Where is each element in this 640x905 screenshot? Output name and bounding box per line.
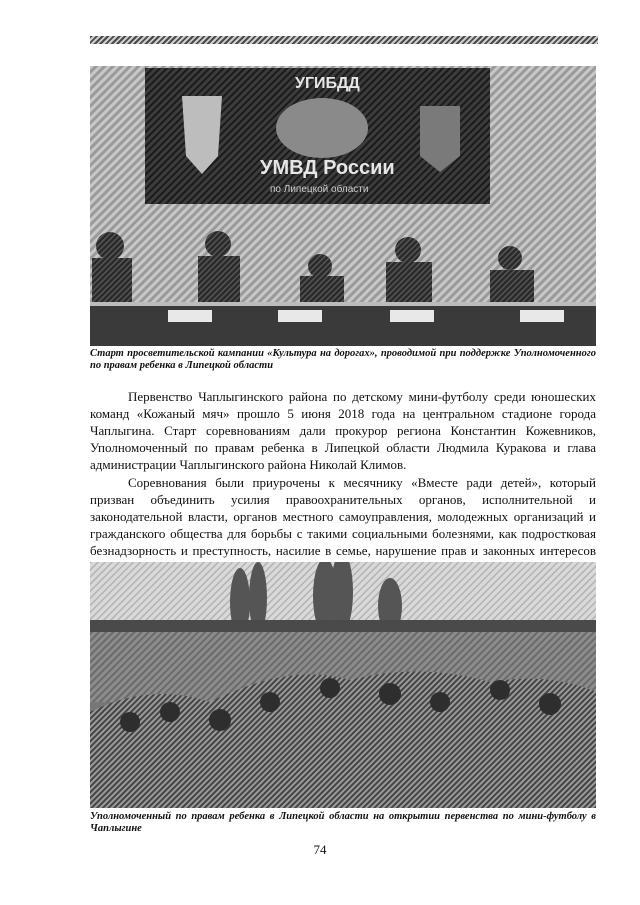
stadium-photo-illustration bbox=[90, 562, 596, 808]
banner-text-main: УМВД России bbox=[260, 157, 395, 179]
paragraph-2: Соревнования были приурочены к месячнику «Вместе ради детей», который призван объединить усилия правоохранительных органов, исполнительной и законодательной власти, органов местного самоуправления, молодежных организаций и гражданского общества для борьбы с такими социальными болезнями, как подростковая безнадзорность и преступность, насилие в семье, нарушение прав и законных интересов bbox=[90, 475, 596, 558]
paragraph-1: Первенство Чаплыгинского района по детскому мини-футболу среди юношеских команд «Кожаный мяч» прошло 5 июня 2018 года на центральном стадионе города Чаплыгина. Старт соревнованиям дали прокурор региона Константин Кожевников, Уполномоченный по правам ребенка в Липецкой области Людмила Куракова и глава администрации Чаплыгинского района Николай Климов. bbox=[90, 389, 596, 472]
photo-2-caption: Уполномоченный по правам ребенка в Липецкой области на открытии первенства по мини-футболу в Чаплыгине bbox=[90, 811, 596, 834]
banner-text-sub: по Липецкой области bbox=[270, 184, 369, 195]
header-band bbox=[90, 36, 598, 44]
conference-photo-illustration bbox=[90, 66, 596, 346]
emblem-center bbox=[276, 98, 368, 158]
banner-text-top: УГИБДД bbox=[295, 75, 360, 92]
photo-1-caption: Старт просветительской кампании «Культура на дорогах», проводимой при поддержке Уполномоченного по правам ребенка в Липецкой области bbox=[90, 348, 596, 371]
photo-stadium-crowd bbox=[90, 562, 596, 808]
page-number: 74 bbox=[313, 842, 327, 857]
photo-conference-panel bbox=[90, 66, 596, 346]
